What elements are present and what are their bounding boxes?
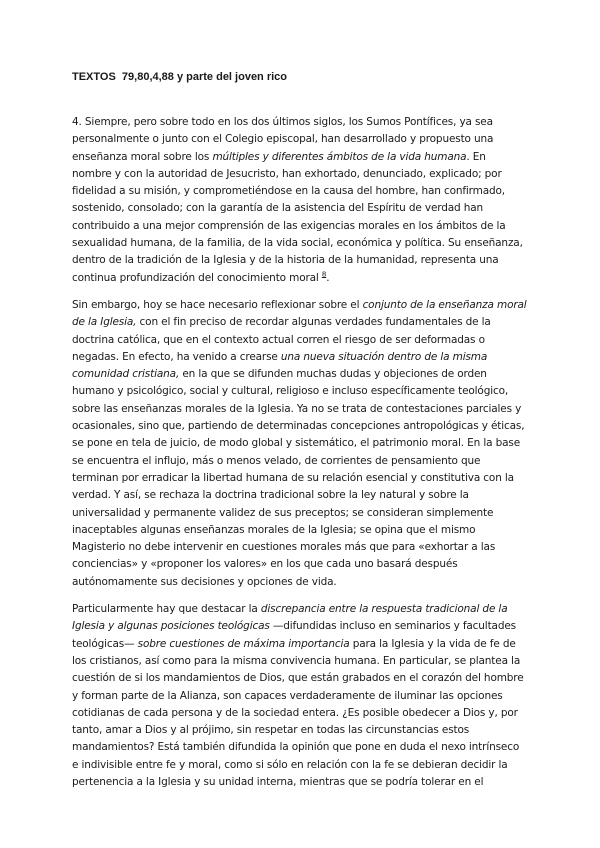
document-title: TEXTOS 79,80,4,88 y parte del joven rico xyxy=(72,71,288,83)
paragraph-2-emphasis: una nueva situación dentro de la misma comunidad cristiana, xyxy=(72,350,488,381)
paragraph-1-text: . xyxy=(326,271,330,284)
paragraph-2-text: con el fin preciso de recordar algunas verdades fundamentales de la doctrina católica, que en el contexto actual corren el riesgo de ser deformadas o negadas. En efecto, ha venido a crearse xyxy=(72,316,491,363)
paragraph-3-text: para la Iglesia y la vida de fe de los cristianos, así como para la misma convivencia humana. En particular, se plantea la cuestión de si los mandamientos de Dios, que están grabados en el corazón del hombre y forman parte de la Alianza, son capaces verdaderamente de iluminar las opciones cotidianas de cada persona y de la sociedad entera. ¿Es posible obedecer a Dios y, por tanto, amar a Dios y al prójimo, sin respetar en todas las circunstancias estos mandamientos? Está también difundida la opinión que pone en duda el nexo intrínseco e indivisible entre fe y moral, como si sólo en relación con la fe se debieran decidir la pertenencia a la Iglesia y su unidad interna, mientras que se podría tolerar en el xyxy=(72,637,524,788)
paragraph-2-emphasis: conjunto de la enseñanza moral de la Iglesia, xyxy=(72,298,527,329)
paragraph-3-text: —difundidas incluso en seminarios y facultades teológicas— xyxy=(72,620,516,650)
document-page xyxy=(72,70,528,791)
paragraph-1 xyxy=(72,114,528,287)
paragraph-3-emphasis: sobre cuestiones de máxima importancia xyxy=(137,637,350,650)
paragraph-3-emphasis: discrepancia entre la respuesta tradicional de la Iglesia y algunas posiciones teológicas xyxy=(72,603,508,633)
paragraph-1-text: . En nombre y con la autoridad de Jesucristo, han exhortado, denunciado, explicado; por fidelidad a su misión, y comprometiéndose en la causa del hombre, han confirmado, sostenido, consolado; con la garantía de la asistencia del Espíritu de verdad han contribuido a una mejor comprensión de las exigencias morales en los ámbitos de la sexualidad humana, de la familia, de la vida social, económica y política. Su enseñanza, dentro de la tradición de la Iglesia y de la historia de la humanidad, representa una continua profundización del conocimiento moral xyxy=(72,150,523,284)
paragraph-3 xyxy=(72,601,528,791)
paragraph-2-text: Sin embargo, hoy se hace necesario reflexionar sobre el xyxy=(72,298,363,311)
paragraph-2-text: en la que se difunden muchas dudas y objeciones de orden humano y psicológico, social y cultural, religioso e incluso específicamente teológico, sobre las enseñanzas morales de la Iglesia. Ya no se trata de contestaciones parciales y ocasionales, sino que, partiendo de determinadas concepciones antropológicas y éticas, se pone en tela de juicio, de modo global y sistemático, el patrimonio moral. En la base se encuentra el influjo, más o menos velado, de corrientes de pensamiento que terminan por erradicar la libertad humana de su relación esencial y constitutiva con la verdad. Y así, se rechaza la doctrina tradicional sobre la ley natural y sobre la universalidad y permanente validez de sus preceptos; se consideran simplemente inaceptables algunas enseñanzas morales de la Iglesia; se opina que el mismo Magisterio no debe intervenir en cuestiones morales más que para «exhortar a las conciencias» y «proponer los valores» en los que cada uno basará después autónomamente sus decisiones y opciones de vida. xyxy=(72,368,525,588)
footnote-link[interactable]: 8 xyxy=(321,270,327,279)
paragraph-3-text: Particularmente hay que destacar la xyxy=(72,603,261,616)
paragraph-1-text: 4. Siempre, pero sobre todo en los dos últimos siglos, los Sumos Pontífices, ya sea personalmente o junto con el Colegio episcopal, han desarrollado y propuesto una enseñanza moral sobre los xyxy=(72,116,494,163)
paragraph-1-emphasis: múltiples y diferentes ámbitos de la vida humana xyxy=(212,150,467,163)
paragraph-2 xyxy=(72,297,528,591)
